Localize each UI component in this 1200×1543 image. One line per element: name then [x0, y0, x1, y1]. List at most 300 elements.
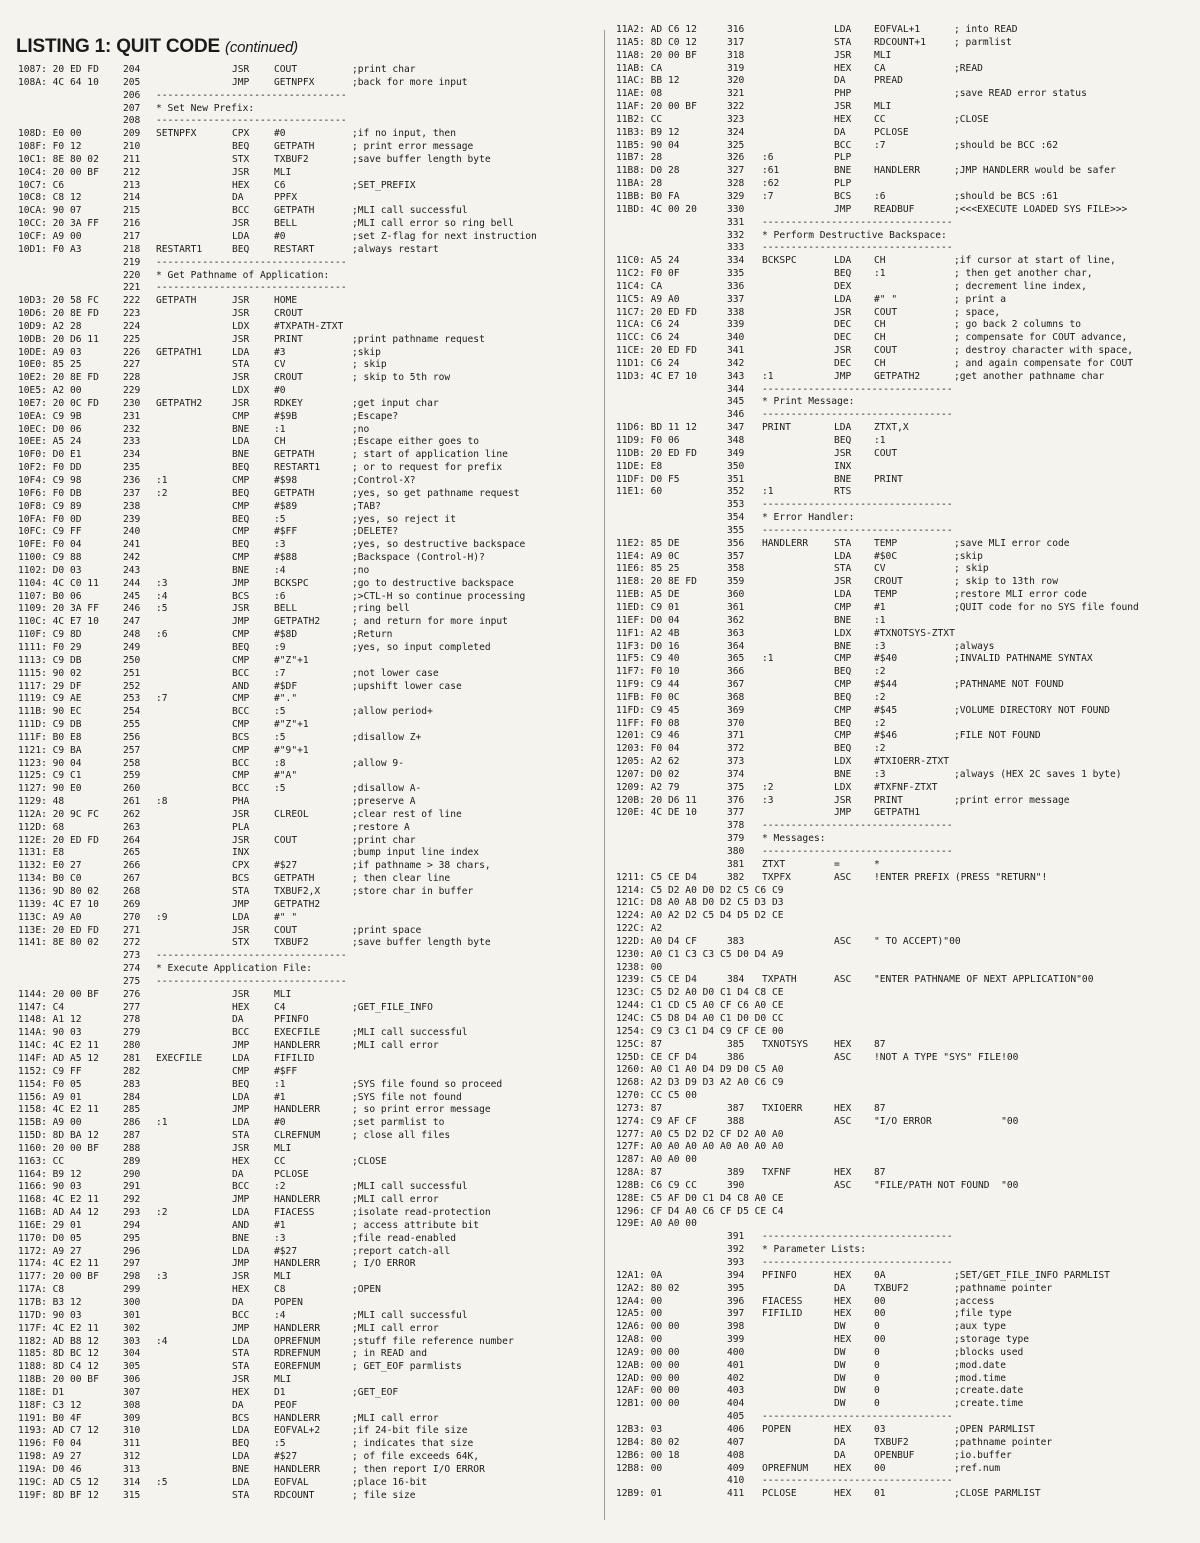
code-addr: 12B8: 00 — [616, 1462, 663, 1474]
code-num: 240 — [123, 526, 141, 538]
code-num: 376 — [727, 794, 745, 806]
code-arg: :2 — [874, 691, 886, 703]
code-line — [10, 128, 610, 141]
code-line — [612, 1090, 1200, 1103]
code-op: JMP — [834, 370, 852, 382]
code-lab: TXPATH — [762, 974, 797, 986]
code-addr: 1134: B0 C0 — [18, 873, 82, 885]
code-line — [612, 666, 1200, 679]
code-addr: 11E8: 20 8E FD — [616, 576, 697, 588]
code-cmt: ;print char — [352, 64, 416, 75]
code-num: 343 — [727, 370, 745, 382]
code-op: JMP — [834, 203, 852, 215]
code-addr: 11D6: BD 11 12 — [616, 422, 697, 434]
code-line — [10, 655, 610, 668]
code-op: HEX — [834, 113, 852, 125]
code-cmt: ;not lower case — [352, 667, 439, 679]
code-line — [612, 820, 1200, 833]
code-cmt: ;store char in buffer — [352, 886, 474, 897]
code-num: 238 — [123, 500, 141, 512]
code-arg: HANDLERR — [274, 1322, 321, 1334]
code-num: 233 — [123, 436, 141, 448]
code-arg: #$27 — [274, 1451, 298, 1463]
code-op: STX — [232, 153, 250, 165]
code-line — [10, 103, 610, 116]
code-op: PLP — [834, 178, 852, 190]
code-addr: 11B7: 28 — [616, 152, 663, 164]
code-line — [10, 1040, 610, 1053]
code-cmt: ;yes, so destructive backspace — [352, 539, 526, 551]
code-addr: 127F: A0 A0 A0 A0 A0 A0 A0 A0 — [616, 1141, 784, 1153]
code-num: 217 — [123, 230, 141, 242]
code-line — [612, 987, 1200, 1000]
code-arg: #$46 — [874, 730, 898, 742]
code-line — [612, 1180, 1200, 1193]
code-cmt: ;print char — [352, 834, 416, 846]
code-arg: GETPATH — [274, 873, 315, 885]
code-addr: 12AB: 00 00 — [616, 1359, 680, 1371]
code-lab: PCLOSE — [762, 1488, 797, 1500]
code-arg: HANDLERR — [274, 1258, 321, 1270]
code-cmt: ;save MLI error code — [954, 537, 1070, 549]
code-op: AND — [232, 680, 250, 692]
code-arg: TEMP — [874, 537, 898, 549]
code-addr: 1207: D0 02 — [616, 768, 680, 780]
code-num: 360 — [727, 589, 745, 601]
code-arg: :1 — [274, 1078, 286, 1090]
code-arg: #$44 — [874, 679, 898, 691]
code-addr: 1119: C9 AE — [18, 693, 82, 705]
code-arg: PREAD — [874, 75, 903, 87]
code-addr: 111D: C9 DB — [18, 719, 82, 731]
code-num: 260 — [123, 783, 141, 795]
code-line — [10, 539, 610, 552]
code-cmt: ;SET_PREFIX — [352, 179, 416, 191]
code-cmt: ; print error message — [352, 141, 474, 153]
code-line — [612, 910, 1200, 923]
code-addr: 11DE: E8 — [616, 460, 663, 472]
code-num: 280 — [123, 1040, 141, 1052]
code-arg: " TO ACCEPT)"00 — [874, 935, 961, 947]
code-line — [10, 693, 610, 706]
code-op: CMP — [232, 629, 250, 641]
code-arg: HANDLERR — [274, 1194, 321, 1206]
code-line — [612, 756, 1200, 769]
code-num: 307 — [123, 1386, 141, 1398]
code-op: DA — [232, 192, 244, 204]
code-line — [10, 1220, 610, 1233]
code-op: ASC — [834, 935, 852, 947]
code-num: 220 — [123, 269, 141, 281]
code-cmt: ;blocks used — [954, 1346, 1024, 1358]
code-op: RTS — [834, 486, 852, 498]
code-addr: 123C: C5 D2 A0 D0 C1 D4 C8 CE — [616, 987, 784, 999]
code-arg: #" " — [874, 293, 898, 305]
code-addr: 1136: 9D 80 02 — [18, 886, 99, 897]
code-num: 300 — [123, 1297, 141, 1308]
code-cmt: ;stuff file reference number — [352, 1335, 514, 1347]
code-arg: RDCOUNT — [274, 1489, 315, 1501]
code-cmt: ; then clear line — [352, 873, 451, 885]
code-addr: 12B4: 80 02 — [616, 1436, 680, 1448]
code-num: 407 — [727, 1436, 745, 1448]
code-line — [10, 732, 610, 745]
code-cmt: ;file type — [954, 1308, 1012, 1320]
code-arg: 0 — [874, 1372, 880, 1384]
code-num: 337 — [727, 293, 745, 305]
code-op: JMP — [834, 807, 852, 819]
code-cmt: ; or to request for prefix — [352, 462, 503, 474]
code-op: STA — [232, 359, 250, 371]
code-num: 296 — [123, 1245, 141, 1257]
code-lab: EXECFILE — [156, 1052, 203, 1064]
code-lab: * Print Message: — [762, 396, 855, 408]
code-arg: #3 — [274, 346, 286, 358]
code-num: 325 — [727, 139, 745, 151]
code-addr: 12A4: 00 — [616, 1295, 663, 1307]
code-num: 348 — [727, 435, 745, 446]
code-addr: 1239: C5 CE D4 — [616, 974, 697, 986]
code-arg: EOFVAL — [274, 1476, 309, 1488]
code-cmt: ;SYS file found so proceed — [352, 1078, 503, 1090]
code-lab: FIACESS — [762, 1295, 803, 1307]
code-line — [10, 1027, 610, 1040]
code-line — [10, 886, 610, 899]
code-cmt: ;save READ error status — [954, 88, 1087, 100]
code-lab: :1 — [156, 1117, 168, 1129]
code-cmt: ;report catch-all — [352, 1245, 451, 1257]
code-op: AND — [232, 1219, 250, 1231]
code-addr: 1185: 8D BC 12 — [18, 1348, 99, 1360]
code-line — [612, 795, 1200, 808]
code-arg: HANDLERR — [874, 165, 921, 177]
code-op: STA — [232, 1130, 250, 1142]
code-addr: 1141: 8E 80 02 — [18, 937, 99, 949]
code-line — [10, 681, 610, 694]
code-line — [612, 499, 1200, 512]
code-num: 290 — [123, 1168, 141, 1180]
code-arg: COUT — [874, 345, 898, 357]
code-op: JSR — [232, 988, 250, 1000]
code-addr: 10C4: 20 00 BF — [18, 166, 99, 178]
code-addr: 11CE: 20 ED FD — [616, 345, 697, 357]
code-arg: #$0C — [874, 550, 898, 562]
code-cmt: ;MLI call error so ring bell — [352, 218, 514, 230]
code-cmt: ; decrement line index, — [954, 280, 1087, 292]
code-op: HEX — [834, 1167, 852, 1179]
code-arg: #$89 — [274, 500, 298, 512]
code-addr: 1254: C9 C3 C1 D4 C9 CF CE 00 — [616, 1025, 784, 1037]
code-addr: 119A: D0 46 — [18, 1463, 82, 1475]
code-num: 322 — [727, 101, 745, 113]
code-arg: #"9"+1 — [274, 744, 309, 756]
code-op: JSR — [834, 101, 852, 113]
code-line — [612, 255, 1200, 268]
code-lab: --------------------------------- — [762, 1231, 953, 1243]
code-addr: 11D3: 4C E7 10 — [616, 370, 697, 382]
code-addr: 1174: 4C E2 11 — [18, 1258, 99, 1270]
code-addr: 11CA: C6 24 — [616, 319, 680, 331]
code-line — [612, 1129, 1200, 1142]
code-op: LDA — [232, 1117, 250, 1129]
code-op: BCS — [232, 731, 250, 743]
code-addr: 10D3: 20 58 FC — [18, 295, 99, 307]
code-arg: #TXIOERR-ZTXT — [874, 756, 950, 768]
code-num: 216 — [123, 218, 141, 230]
code-num: 212 — [123, 166, 141, 178]
code-num: 371 — [727, 730, 745, 742]
code-lab: --------------------------------- — [762, 409, 953, 421]
code-line — [612, 1026, 1200, 1039]
code-arg: :6 — [874, 190, 886, 202]
code-num: 303 — [123, 1335, 141, 1347]
code-lab: TXIOERR — [762, 1102, 803, 1114]
code-line — [612, 538, 1200, 551]
code-num: 208 — [123, 115, 141, 127]
column-divider — [604, 30, 605, 1520]
code-cmt: ;create.time — [954, 1398, 1024, 1410]
code-op: DW — [834, 1385, 846, 1397]
code-arg: GETPATH2 — [274, 616, 321, 628]
code-addr: 11B2: CC — [616, 113, 663, 125]
code-line — [10, 1374, 610, 1387]
code-line — [10, 668, 610, 681]
code-op: LDX — [834, 756, 852, 768]
code-num: 283 — [123, 1078, 141, 1090]
code-lab: --------------------------------- — [762, 383, 953, 395]
code-num: 214 — [123, 192, 141, 204]
code-addr: 114A: 90 03 — [18, 1027, 82, 1039]
code-line — [10, 937, 610, 950]
code-num: 350 — [727, 460, 745, 472]
code-cmt: ; file size — [352, 1489, 416, 1501]
code-lab: --------------------------------- — [156, 282, 347, 294]
code-arg: FIACESS — [274, 1207, 315, 1219]
code-line — [10, 578, 610, 591]
code-addr: 1107: B0 06 — [18, 590, 82, 602]
code-cmt: ;Escape? — [352, 410, 399, 422]
code-num: 368 — [727, 691, 745, 703]
code-num: 259 — [123, 770, 141, 782]
code-num: 400 — [727, 1346, 745, 1358]
code-line — [612, 1463, 1200, 1476]
code-line — [10, 1066, 610, 1079]
code-line — [612, 1206, 1200, 1219]
code-line — [10, 1156, 610, 1169]
code-lab: * Set New Prefix: — [156, 102, 255, 114]
code-addr: 10D6: 20 8E FD — [18, 308, 99, 320]
code-line — [10, 359, 610, 372]
code-addr: 11E1: 60 — [616, 486, 663, 498]
code-num: 318 — [727, 49, 745, 61]
code-arg: HANDLERR — [274, 1104, 321, 1116]
code-arg: RDCOUNT+1 — [874, 36, 926, 48]
code-addr: 11C4: CA — [616, 280, 663, 292]
code-arg: 0 — [874, 1398, 880, 1410]
code-num: 289 — [123, 1155, 141, 1167]
code-lab: POPEN — [762, 1423, 791, 1435]
code-op: JSR — [232, 603, 250, 615]
code-cmt: ;yes, so get pathname request — [352, 487, 520, 499]
code-num: 392 — [727, 1244, 745, 1256]
code-arg: BELL — [274, 218, 298, 230]
code-num: 287 — [123, 1130, 141, 1142]
code-num: 313 — [123, 1463, 141, 1475]
code-addr: 1209: A2 79 — [616, 781, 680, 793]
code-line — [612, 332, 1200, 345]
code-lab: :7 — [762, 190, 774, 202]
code-num: 242 — [123, 552, 141, 564]
code-arg: #$27 — [274, 860, 298, 872]
code-addr: 11C7: 20 ED FD — [616, 306, 697, 318]
code-addr: 1274: C9 AF CF — [616, 1115, 697, 1127]
code-line — [612, 75, 1200, 88]
code-num: 386 — [727, 1051, 745, 1063]
code-cmt: ;always restart — [352, 243, 439, 255]
code-cmt: ;create.date — [954, 1385, 1024, 1397]
code-cmt: ; into READ — [954, 24, 1018, 35]
code-line — [612, 140, 1200, 153]
code-cmt: ; GET_EOF parmlists — [352, 1361, 462, 1373]
code-line — [612, 962, 1200, 975]
code-addr: 119F: 8D BF 12 — [18, 1489, 99, 1501]
code-addr: 1129: 48 — [18, 796, 65, 808]
code-line — [612, 1244, 1200, 1257]
code-addr: 10E2: 20 8E FD — [18, 372, 99, 384]
code-arg: READBUF — [874, 203, 915, 215]
code-lab: :62 — [762, 178, 780, 190]
code-cmt: ;MLI call error — [352, 1040, 439, 1052]
code-num: 241 — [123, 539, 141, 551]
code-line — [10, 475, 610, 488]
code-lab: * Messages: — [762, 833, 826, 845]
code-op: JSR — [232, 295, 250, 307]
code-line — [612, 525, 1200, 538]
code-line — [10, 115, 610, 128]
code-op: BCS — [232, 873, 250, 885]
code-op: BEQ — [232, 487, 250, 499]
code-cmt: ;yes, so reject it — [352, 513, 456, 525]
code-op: BCC — [232, 1309, 250, 1321]
code-op: JMP — [232, 1194, 250, 1206]
code-arg: #"Z"+1 — [274, 719, 309, 731]
code-line — [10, 321, 610, 334]
code-arg: :5 — [274, 706, 286, 718]
code-cmt: ;PATHNAME NOT FOUND — [954, 679, 1064, 691]
code-line — [612, 1347, 1200, 1360]
code-lab: TXNOTSYS — [762, 1038, 809, 1050]
code-cmt: ;print pathname request — [352, 333, 485, 345]
code-op: LDA — [232, 911, 250, 923]
code-op: JSR — [232, 834, 250, 846]
code-num: 408 — [727, 1449, 745, 1461]
code-arg: COUT — [874, 447, 898, 459]
code-line — [10, 745, 610, 758]
code-num: 389 — [727, 1167, 745, 1179]
code-arg: #$88 — [274, 552, 298, 564]
code-num: 329 — [727, 190, 745, 202]
code-op: CMP — [232, 1065, 250, 1077]
code-arg: D1 — [274, 1386, 286, 1398]
code-op: LDA — [232, 1425, 250, 1437]
code-addr: 11EF: D0 04 — [616, 614, 680, 626]
code-arg: TEMP — [874, 589, 898, 601]
code-op: JMP — [232, 1104, 250, 1116]
code-addr: 11A8: 20 00 BF — [616, 49, 697, 61]
code-line — [612, 1231, 1200, 1244]
code-num: 275 — [123, 975, 141, 987]
code-num: 222 — [123, 295, 141, 307]
code-op: BNE — [834, 640, 852, 652]
code-num: 247 — [123, 616, 141, 628]
code-num: 237 — [123, 487, 141, 499]
code-op: JSR — [232, 166, 250, 178]
code-num: 385 — [727, 1038, 745, 1050]
code-arg: C8 — [274, 1284, 286, 1296]
code-line — [10, 629, 610, 642]
code-addr: 128A: 87 — [616, 1167, 663, 1179]
code-num: 292 — [123, 1194, 141, 1206]
code-line — [10, 706, 610, 719]
code-op: CMP — [232, 693, 250, 705]
code-addr: 1203: F0 04 — [616, 743, 680, 755]
code-num: 262 — [123, 808, 141, 820]
code-addr: 1166: 90 03 — [18, 1181, 82, 1193]
code-cmt: ;place 16-bit — [352, 1476, 428, 1488]
code-line — [10, 1194, 610, 1207]
code-op: BEQ — [232, 641, 250, 653]
code-line — [612, 63, 1200, 76]
code-num: 395 — [727, 1282, 745, 1294]
code-op: STA — [232, 1489, 250, 1501]
code-num: 375 — [727, 781, 745, 793]
code-op: ASC — [834, 1051, 852, 1063]
code-addr: 129E: A0 A0 00 — [616, 1218, 697, 1230]
code-cmt: ;Return — [352, 629, 393, 641]
code-num: 258 — [123, 757, 141, 769]
code-line — [10, 822, 610, 835]
code-num: 295 — [123, 1232, 141, 1244]
code-line — [10, 488, 610, 501]
code-lab: GETPATH2 — [156, 397, 203, 409]
code-line — [612, 782, 1200, 795]
code-arg: #$98 — [274, 475, 298, 486]
code-line — [612, 1013, 1200, 1026]
code-line — [10, 1014, 610, 1027]
code-addr: 1148: A1 12 — [18, 1014, 82, 1026]
code-arg: GETPATH2 — [874, 370, 921, 382]
code-line — [612, 358, 1200, 371]
code-lab: --------------------------------- — [156, 115, 347, 127]
code-op: CMP — [834, 653, 852, 665]
code-line — [612, 1437, 1200, 1450]
code-op: HEX — [232, 1155, 250, 1167]
code-line — [10, 1413, 610, 1426]
code-op: PLA — [232, 821, 250, 833]
code-line — [10, 526, 610, 539]
code-addr: 113C: A9 A0 — [18, 911, 82, 923]
code-addr: 11AF: 20 00 BF — [616, 101, 697, 113]
code-num: 409 — [727, 1462, 745, 1474]
code-op: JSR — [232, 1142, 250, 1154]
code-num: 278 — [123, 1014, 141, 1026]
code-lab: * Execute Application File: — [156, 963, 312, 975]
code-addr: 1224: A0 A2 D2 C5 D4 D5 D2 CE — [616, 910, 784, 922]
code-addr: 1193: AD C7 12 — [18, 1425, 99, 1437]
code-addr: 10E5: A2 00 — [18, 385, 82, 397]
code-line — [10, 925, 610, 938]
left-code-lines — [10, 64, 610, 1503]
